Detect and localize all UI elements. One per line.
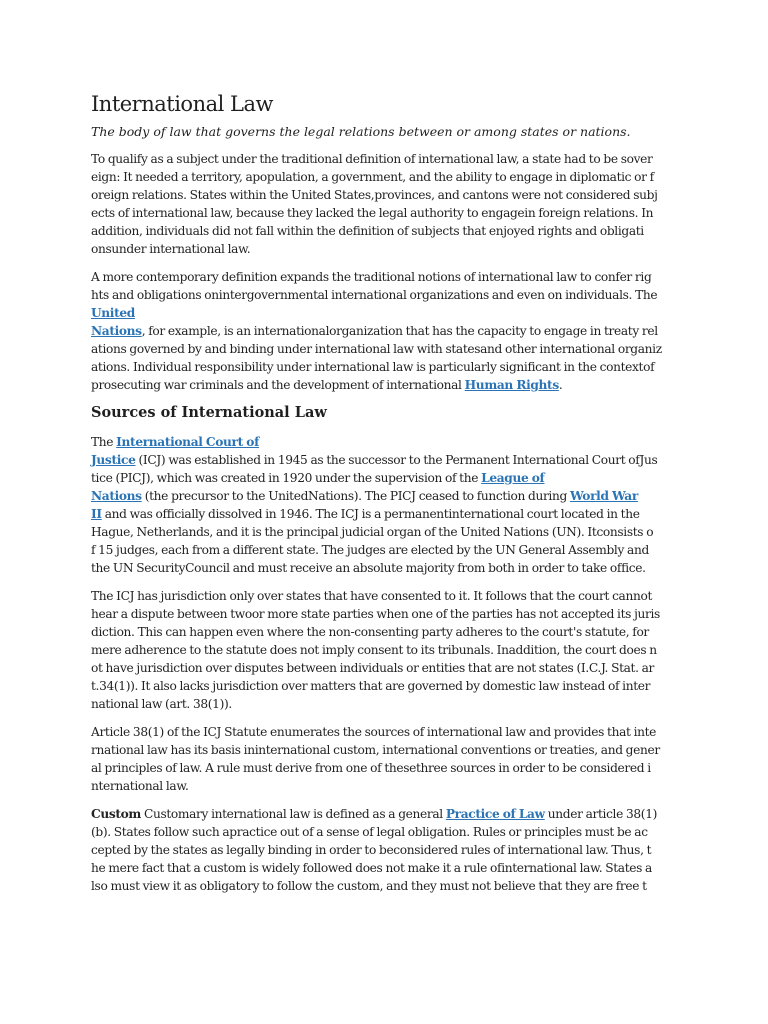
document-body (91, 92, 679, 905)
text-fragment: (the precursor to the UnitedNations). The PICJ ceased to function during (141, 489, 570, 503)
text-line: lso must view it as obligatory to follow the custom, and they must not believe that they are free t (91, 879, 647, 893)
text-line: A more contemporary definition expands the traditional notions of international law to confer rig (91, 270, 652, 284)
text-line: he mere fact that a custom is widely followed does not make it a rule ofinternational law. States a (91, 861, 652, 875)
paragraph-contemporary-definition (91, 268, 679, 394)
text-line (91, 304, 679, 322)
text-line: national law (art. 38(1)). (91, 697, 232, 711)
text-fragment: under article 38(1) (544, 807, 658, 821)
link-united-nations[interactable]: United (91, 306, 135, 320)
text-line: diction. This can happen even where the non-consenting party adheres to the court's statute, for (91, 625, 649, 639)
paragraph-traditional-definition (91, 150, 679, 258)
section-heading-sources: Sources of International Law (91, 404, 327, 421)
link-league-of-nations[interactable]: League of (481, 471, 545, 485)
text-line: al principles of law. A rule must derive from one of thesethree sources in order to be considered i (91, 761, 651, 775)
text-line: hear a dispute between twoor more state parties when one of the parties has not accepted its juris (91, 607, 660, 621)
text-line: f 15 judges, each from a different state. The judges are elected by the UN General Assembly and (91, 543, 649, 557)
term-custom: Custom (91, 807, 141, 821)
text-fragment: prosecuting war criminals and the development of international (91, 378, 465, 392)
text-fragment: . (558, 378, 563, 392)
text-line: Hague, Netherlands, and it is the principal judicial organ of the United Nations (UN). Itconsists o (91, 525, 654, 539)
text-line (91, 805, 679, 823)
text-line (91, 376, 679, 394)
text-line: ects of international law, because they lacked the legal authority to engagein foreign relations. In (91, 206, 654, 220)
link-practice-of-law[interactable]: Practice of Law (445, 807, 545, 821)
text-line (91, 451, 679, 469)
link-international-court-of-justice[interactable]: International Court of (116, 435, 259, 449)
text-line (91, 469, 679, 487)
link-international-court-of-justice-cont[interactable]: Justice (91, 453, 136, 467)
text-line: To qualify as a subject under the traditional definition of international law, a state had to be sover (91, 152, 653, 166)
text-line: mere adherence to the statute does not imply consent to its tribunals. Inaddition, the court does n (91, 643, 657, 657)
text-fragment: The (91, 435, 117, 449)
paragraph-custom (91, 805, 679, 895)
text-fragment: Customary international law is defined as a general (140, 807, 446, 821)
text-line: nternational law. (91, 779, 189, 793)
text-line: eign: It needed a territory, apopulation, a government, and the ability to engage in diplomatic or f (91, 170, 654, 184)
text-line: the UN SecurityCouncil and must receive an absolute majority from both in order to take office. (91, 561, 646, 575)
page-title: International Law (91, 92, 273, 116)
paragraph-article-38 (91, 723, 679, 795)
link-human-rights[interactable]: Human Rights (464, 378, 559, 392)
link-world-war-ii-cont[interactable]: II (91, 507, 102, 521)
text-line: (b). States follow such apractice out of a sense of legal obligation. Rules or principles must be ac (91, 825, 648, 839)
text-line (91, 433, 679, 451)
text-line: ot have jurisdiction over disputes between individuals or entities that are not states (I.C.J. Stat. ar (91, 661, 655, 675)
link-world-war-ii[interactable]: World War (569, 489, 638, 503)
text-line: onsunder international law. (91, 242, 251, 256)
text-line: rnational law has its basis ininternational custom, international conventions or treaties, and gener (91, 743, 660, 757)
text-line: oreign relations. States within the United States,provinces, and cantons were not considered subj (91, 188, 658, 202)
text-line: The ICJ has jurisdiction only over states that have consented to it. It follows that the court cannot (91, 589, 653, 603)
text-line: ations. Individual responsibility under international law is particularly significant in the contextof (91, 360, 655, 374)
text-line (91, 487, 679, 505)
text-fragment: tice (PICJ), which was created in 1920 under the supervision of the (91, 471, 482, 485)
link-united-nations-cont[interactable]: Nations (91, 324, 142, 338)
paragraph-jurisdiction (91, 587, 679, 713)
paragraph-icj (91, 433, 679, 577)
link-league-of-nations-cont[interactable]: Nations (91, 489, 142, 503)
text-line: t.34(1)). It also lacks jurisdiction over matters that are governed by domestic law instead of inter (91, 679, 651, 693)
text-line: cepted by the states as legally binding in order to beconsidered rules of international law. Thus, t (91, 843, 652, 857)
text-line (91, 505, 679, 523)
text-line: Article 38(1) of the ICJ Statute enumerates the sources of international law and provides that inte (91, 725, 657, 739)
text-line (91, 322, 679, 340)
text-line: addition, individuals did not fall within the definition of subjects that enjoyed rights and obligati (91, 224, 644, 238)
text-fragment: and was officially dissolved in 1946. The ICJ is a permanentinternational court located in the (101, 507, 640, 521)
subtitle: The body of law that governs the legal relations between or among states or nations. (91, 124, 631, 139)
text-line: ations governed by and binding under international law with statesand other international organiz (91, 342, 662, 356)
text-fragment: (ICJ) was established in 1945 as the successor to the Permanent International Court ofJus (135, 453, 658, 467)
text-line: hts and obligations onintergovernmental international organizations and even on individuals. The (91, 288, 658, 302)
text-fragment: , for example, is an internationalorganization that has the capacity to engage in treaty rel (141, 324, 658, 338)
